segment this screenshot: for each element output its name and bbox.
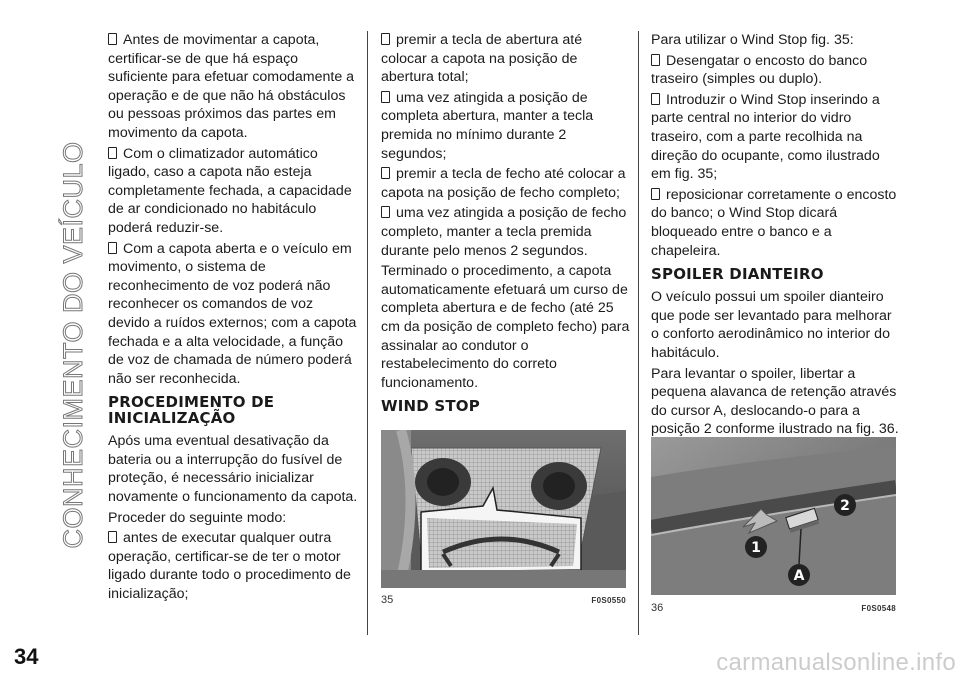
figure-35-caption (381, 594, 626, 606)
bullet-text: premir a tecla de abertura até colocar a capota na posição de abertura total; (381, 32, 583, 86)
bullet-item (651, 91, 901, 184)
watermark: carmanualsonline.info (716, 649, 956, 676)
paragraph: O veículo possui um spoiler dianteiro que pode ser levantado para melhorar o conforto aerodinâmico no interior do habitáculo. (651, 289, 892, 361)
bullet-text: Com a capota aberta e o veículo em movimento, o sistema de reconhecimento de voz poderá não reconhecer os comandos de voz devido a ruídos externos; com a capota fechada e a alta velocidade, a função de voz de chamada de número poderá não ser reconhecida. (108, 240, 357, 387)
bullet-item (108, 240, 358, 389)
bullet-item (108, 31, 358, 143)
checkbox-icon (108, 33, 117, 45)
bullet-item (651, 52, 901, 89)
checkbox-icon (651, 93, 660, 105)
checkbox-icon (108, 531, 117, 543)
callout-a: A (793, 568, 805, 584)
figure-code: F0S0550 (591, 596, 626, 605)
wind-stop-illustration (381, 430, 626, 588)
callout-2: 2 (840, 498, 850, 514)
checkbox-icon (381, 33, 390, 45)
section-heading-spoiler: SPOILER DIANTEIRO (651, 265, 824, 284)
paragraph: Para levantar o spoiler, libertar a pequena alavanca de retenção através do cursor A, deslocando-o para a posição 2 conforme ilustrado na fig. 36. (651, 365, 899, 438)
figure-36-spoiler (651, 437, 896, 595)
checkbox-icon (108, 242, 117, 254)
column-1 (108, 31, 358, 606)
checkbox-icon (381, 167, 390, 179)
bullet-item (381, 204, 631, 260)
bullet-item (381, 89, 631, 163)
figure-code: F0S0548 (861, 604, 896, 613)
figure-number: 36 (651, 602, 664, 614)
paragraph: Para utilizar o Wind Stop fig. 35: (651, 32, 854, 48)
bullet-text: premir a tecla de fecho até colocar a capota na posição de fecho completo; (381, 166, 626, 201)
bullet-text: uma vez atingida a posição de fecho completo, manter a tecla premida durante pelo menos 2 segundos. (381, 205, 627, 259)
bullet-item (108, 145, 358, 238)
column-divider (638, 31, 639, 635)
paragraph: Proceder do seguinte modo: (108, 509, 287, 526)
bullet-text: Antes de movimentar a capota, certificar-se de que há espaço suficiente para efetuar comodamente a operação e de que não há obstáculos ou pessoas próximos das partes em movimento da capota. (108, 32, 355, 141)
checkbox-icon (651, 188, 660, 200)
checkbox-icon (651, 54, 660, 66)
paragraph: Após uma eventual desativação da bateria ou a interrupção do fusível de proteção, é necessário inicializar novamente o funcionamento da capota. (108, 433, 358, 506)
spoiler-illustration (651, 437, 896, 595)
bullet-item (381, 165, 631, 202)
bullet-text: reposicionar corretamente o encosto do banco; o Wind Stop dicará bloqueado entre o banco e a chapeleira. (651, 186, 897, 259)
section-heading-wind-stop: WIND STOP (381, 397, 480, 416)
figure-number: 35 (381, 594, 394, 606)
figure-36-caption (651, 602, 896, 614)
bullet-text: Desengatar o encosto do banco traseiro (simples ou duplo). (651, 52, 868, 88)
section-heading-inicializacao: PROCEDIMENTO DE INICIALIZAÇÃO (108, 393, 275, 428)
bullet-text: antes de executar qualquer outra operação, certificar-se de ter o motor ligado durante todo o procedimento de inicialização; (108, 530, 351, 603)
callout-1: 1 (751, 540, 761, 556)
bullet-text: Com o climatizador automático ligado, caso a capota não esteja completamente fechada, a capacidade de ar condicionado no habitáculo poderá reduzir-se. (108, 145, 352, 236)
figure-35-wind-stop (381, 430, 626, 588)
column-3 (651, 31, 901, 441)
page-number: 34 (14, 644, 39, 669)
checkbox-icon (381, 206, 390, 218)
bullet-text: uma vez atingida a posição de completa abertura, manter a tecla premida no mínimo durante 2 segundos; (381, 89, 594, 162)
bullet-text: Introduzir o Wind Stop inserindo a parte central no interior do vidro traseiro, com a parte recolhida na direção do ocupante, como ilustrado em fig. 35; (651, 91, 880, 183)
bullet-item (651, 186, 901, 260)
column-divider (367, 31, 368, 635)
bullet-item (381, 31, 631, 87)
side-title-text: CONHECIMENTO DO VEÍCULO (58, 141, 88, 549)
column-2 (381, 31, 631, 420)
checkbox-icon (108, 147, 117, 159)
bullet-item (108, 529, 358, 603)
paragraph: Terminado o procedimento, a capota automaticamente efetuará um curso de completa abertura e de fecho (até 25 cm da posição de completo fecho) para assinalar ao condutor o restabelecimento do correto funcionamento. (381, 263, 630, 391)
checkbox-icon (381, 91, 390, 103)
